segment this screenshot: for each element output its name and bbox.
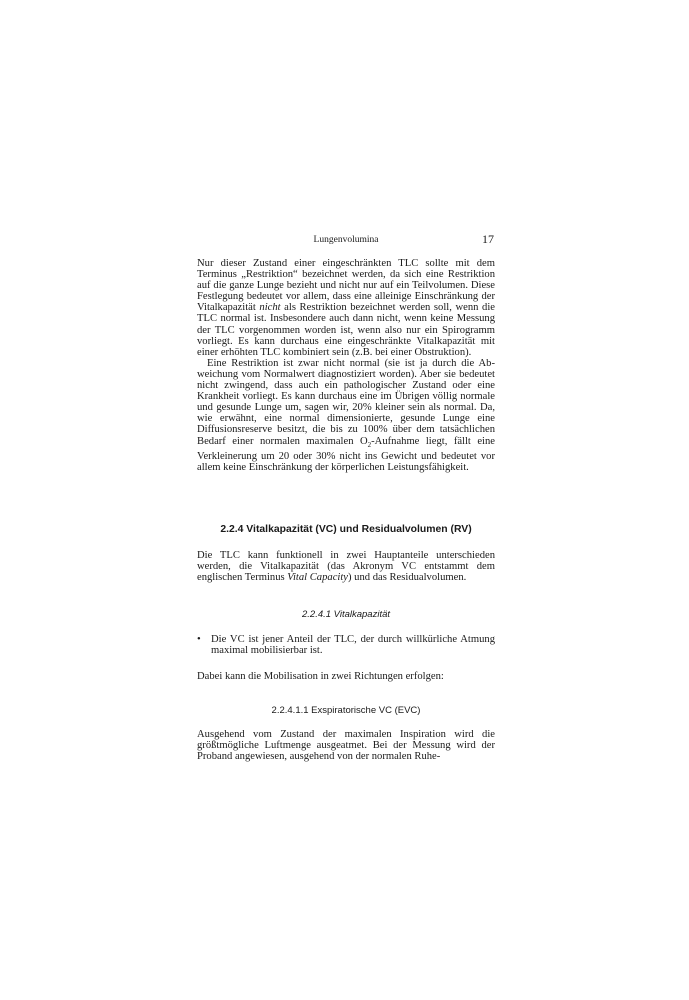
paragraph-4: Dabei kann die Mobilisation in zwei Richtungen erfolgen: <box>197 671 444 682</box>
running-header <box>197 232 495 248</box>
paragraph-3: Die TLC kann funktionell in zwei Hauptanteile unterschieden werden, die Vitalkapazität (das Akronym VC entstammt dem englischen Terminus Vital Capacity) und das Residualvolumen. <box>197 550 495 584</box>
paragraph-group-restriction <box>197 258 495 473</box>
emphasis-nicht: nicht <box>259 302 281 314</box>
emphasis-vital-capacity: Vital Capacity <box>287 572 348 584</box>
running-title: Lungenvolumina <box>313 235 379 245</box>
paragraph-2: Eine Restriktion ist zwar nicht normal (sie ist ja durch die Abweichung vom Normalwert diagnostiziert worden). Aber sie bedeutet nicht zwingend, dass auch ein pathologischer Zustand oder eine Krankheit vorliegt. Es kann durchaus eine im Übrigen völlig normale und gesunde Lunge um, sagen wir, 20% kleiner sein als normal. Da, wie erwähnt, eine normal dimensionierte, gesunde Lunge eine Diffusionsreserve besitzt, die bis zu 100% über dem tatsächlichen Bedarf einer normalen maximalen $O_2$-Aufnahme liegt, fällt eine Verkleinerung um 20 oder 30% nicht ins Gewicht und bedeutet vor allem keine Einschränkung der körperlichen Leistungsfähigkeit. <box>197 357 495 473</box>
paragraph-5: Ausgehend vom Zustand der maximalen Inspiration wird die größtmögliche Luftmenge ausgeatmet. Bei der Messung wird der Proband angewiesen, ausgehend von der normalen Ruhe- <box>197 729 495 763</box>
section-heading: 2.2.4 Vitalkapazität (VC) und Residualvolumen (RV) <box>220 524 472 535</box>
paragraph-1: Nur dieser Zustand einer eingeschränkten TLC sollte mit dem Terminus „Restriktion“ bezeichnet werden, da sich eine Restriktion auf die ganze Lunge bezieht und nicht nur auf ein Teilvolumen. Diese Festlegung bedeutet vor allem, dass eine alleinige Einschränkung der Vitalkapazität nicht als Restriktion bezeichnet werden soll, wenn die TLC normal ist. Insbesondere auch dann nicht, wenn keine Messung der TLC vorgenommen worden ist, wenn also nur ein Spirogramm vorliegt. Es kann durchaus eine eingeschränkte Vitalkapazität mit einer erhöhten TLC kombiniert sein (z.B. bei einer Obstruktion). <box>197 258 495 358</box>
subsection-heading: 2.2.4.1 Vitalkapazität <box>301 609 391 620</box>
subsubsection-heading: 2.2.4.1.1 Exspiratorische VC (EVC) <box>271 705 421 716</box>
bullet-icon: • <box>197 634 201 645</box>
bullet-text: Die VC ist jener Anteil der TLC, der durch willkürliche Atmung maximal mobilisierbar ist. <box>211 634 495 657</box>
page-number: 17 <box>482 232 494 246</box>
bullet-item <box>197 634 495 656</box>
